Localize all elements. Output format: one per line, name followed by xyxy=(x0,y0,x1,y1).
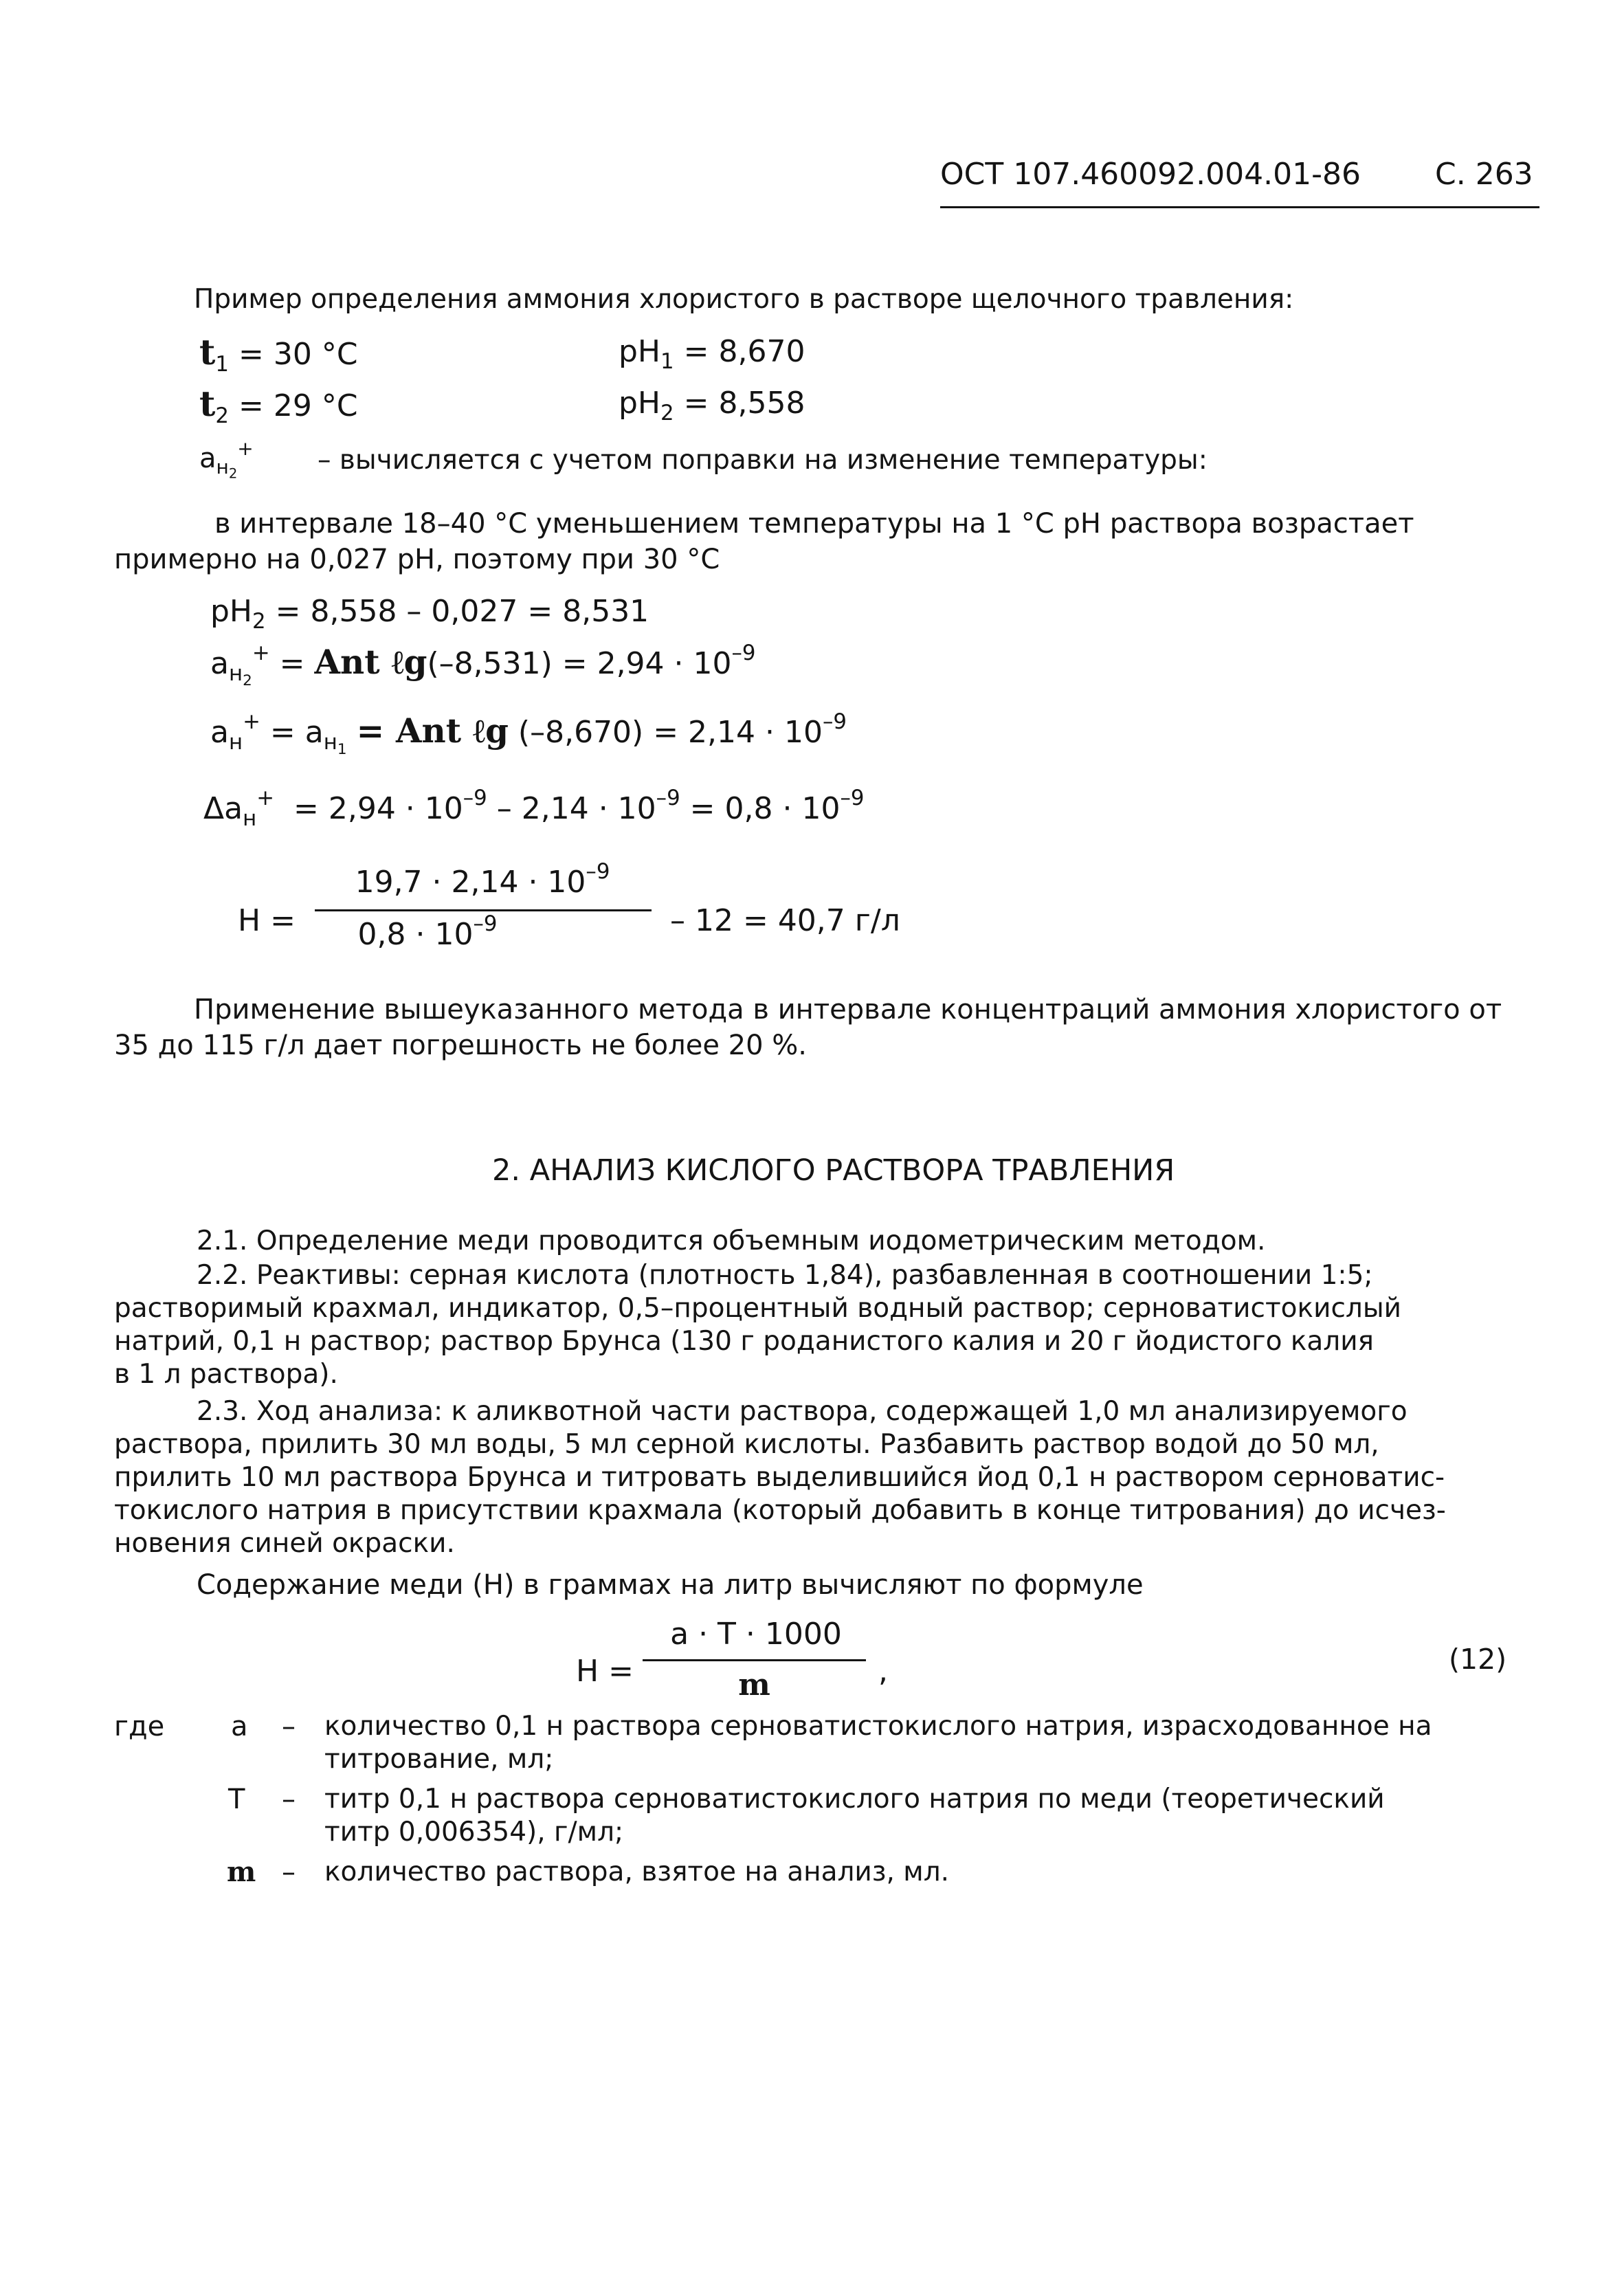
fraction-denominator: $0,8 \cdot 10^{-9}$ xyxy=(357,911,498,952)
para-2-3-line-4: токислого натрия в присутствии крахмала (который добавить в конце титрования) до исчез- xyxy=(114,1495,1446,1526)
para-2-2-line-4: в 1 л раствора). xyxy=(114,1359,338,1390)
interval-line-2: примерно на 0,027 pH, поэтому при 30 °C xyxy=(114,544,720,575)
a-h2-calc: $a_{н_2}^+$ = Ant ℓg(–8,531) = $2,94 \cdot 10^{-9}$ xyxy=(210,640,756,689)
def-m-line-1: количество раствора, взятое на анализ, мл. xyxy=(324,1856,950,1887)
example-intro: Пример определения аммония хлористого в растворе щелочного травления: xyxy=(194,284,1294,315)
a-h2-note: – вычисляется с учетом поправки на изменение температуры: xyxy=(318,445,1208,476)
formula-numerator: a · T · 1000 xyxy=(670,1617,842,1652)
header-standard: ОСТ 107.460092.004.01-86 xyxy=(940,157,1361,192)
ph1-expression: $pH_1 = 8,670$ xyxy=(619,334,805,374)
a-h-calc: $a_н^+ = a_{н_1}$ = Ant ℓg $(-8,670) = 2,14 \cdot 10^{-9}$ xyxy=(210,709,847,758)
para-2-2-line-1: 2.2. Реактивы: серная кислота (плотность 1,84), разбавленная в соотношении 1:5; xyxy=(197,1260,1373,1291)
para-2-3-line-2: раствора, прилить 30 мл воды, 5 мл серной кислоты. Разбавить раствор водой до 50 мл, xyxy=(114,1429,1379,1460)
def-t-line-1: титр 0,1 н раствора серноватистокислого натрия по меди (теоретический xyxy=(324,1784,1385,1815)
a-h2-label: $a_{н_2}^+$ xyxy=(199,436,254,482)
h-label: Н = xyxy=(238,903,296,938)
formula-h-label: Н = xyxy=(576,1654,634,1689)
content-sentence: Содержание меди (Н) в граммах на литр вычисляют по формуле xyxy=(197,1569,1144,1601)
header-page: С. 263 xyxy=(1435,157,1533,192)
def-a-dash: – xyxy=(282,1711,296,1742)
def-t-symbol: T xyxy=(228,1784,245,1815)
formula-denominator: m xyxy=(738,1667,770,1703)
formula-comma: , xyxy=(878,1654,888,1689)
accuracy-line-2: 35 до 115 г/л дает погрешность не более 20 %. xyxy=(114,1030,807,1061)
where-label: где xyxy=(114,1711,165,1742)
formula-bar xyxy=(643,1659,866,1661)
def-t-dash: – xyxy=(282,1784,296,1815)
interval-line-1: в интервале 18–40 °C уменьшением температуры на 1 °C pH раствора возрастает xyxy=(214,508,1414,540)
fraction-numerator: $19,7 \cdot 2,14 \cdot 10^{-9}$ xyxy=(355,858,610,900)
para-2-2-line-2: растворимый крахмал, индикатор, 0,5–процентный водный раствор; серноватистокислый xyxy=(114,1293,1401,1324)
para-2-3-line-1: 2.3. Ход анализа: к аликвотной части раствора, содержащей 1,0 мл анализируемого xyxy=(197,1396,1408,1427)
def-m-symbol: m xyxy=(227,1856,256,1888)
para-2-3-line-5: новения синей окраски. xyxy=(114,1528,455,1559)
t2-expression: $t_2 = 29$ °C xyxy=(199,383,358,428)
def-a-line-1: количество 0,1 н раствора серноватистокислого натрия, израсходованное на xyxy=(324,1711,1432,1742)
accuracy-line-1: Применение вышеуказанного метода в интервале концентраций аммония хлористого от xyxy=(194,994,1502,1025)
para-2-1: 2.1. Определение меди проводится объемным иодометрическим методом. xyxy=(197,1226,1266,1256)
fraction-tail: – 12 = 40,7 г/л xyxy=(670,903,900,938)
equation-number: (12) xyxy=(1449,1643,1507,1676)
para-2-2-line-3: натрий, 0,1 н раствор; раствор Брунса (130 г роданистого калия и 20 г йодистого калия xyxy=(114,1326,1375,1357)
def-m-dash: – xyxy=(282,1856,296,1888)
def-a-line-2: титрование, мл; xyxy=(324,1744,554,1775)
ph2-corrected: $pH_2 = 8,558 - 0,027 = 8,531$ xyxy=(210,594,649,634)
header-rule xyxy=(940,206,1539,208)
para-2-3-line-3: прилить 10 мл раствора Брунса и титровать выделившийся йод 0,1 н раствором серноватис- xyxy=(114,1462,1445,1493)
t1-expression: $t_1 = 30$ °C xyxy=(199,331,358,377)
ph2-expression: $pH_2 = 8,558$ xyxy=(619,386,805,425)
def-a-symbol: a xyxy=(231,1711,248,1742)
delta-a-calc: $\Delta a_н^+ = 2,94 \cdot 10^{-9} - 2,14 \cdot 10^{-9} = 0,8 \cdot 10^{-9}$ xyxy=(203,785,865,831)
section-2-title: 2. АНАЛИЗ КИСЛОГО РАСТВОРА ТРАВЛЕНИЯ xyxy=(492,1153,1175,1188)
def-t-line-2: титр 0,006354), г/мл; xyxy=(324,1817,624,1848)
